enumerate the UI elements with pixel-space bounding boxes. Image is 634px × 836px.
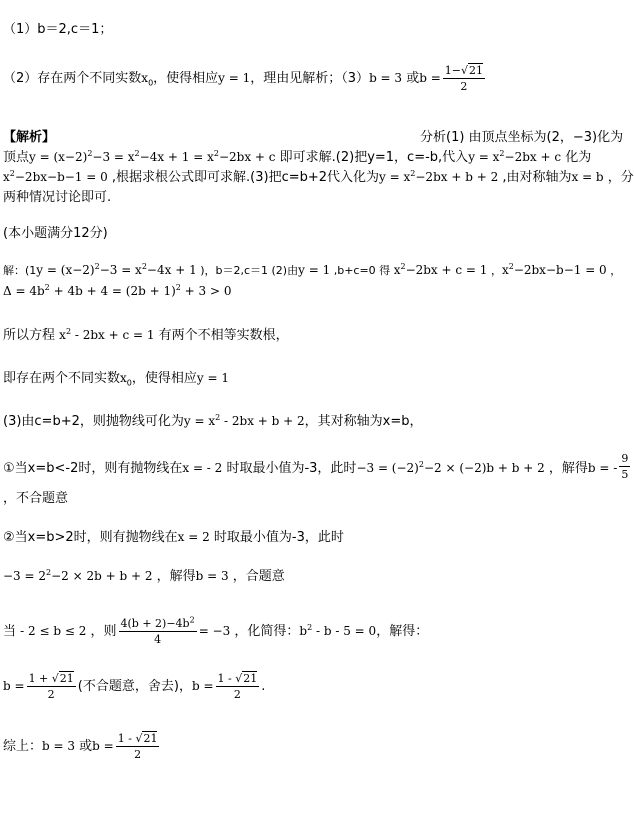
case-1-fraction: $\frac{9}{5}$ [621,452,629,481]
score-note: (本小题满分12分) [3,226,108,241]
answer-1-values: b＝2,c＝1； [37,22,113,37]
solution-discriminant: $\Delta = 4b^2 + 4b + 4 = (2b + 1)^2 + 3 > 0$ [3,283,232,298]
case-1-line-1: ①当x=b<-2时，则有抛物线在x = - 2 时取最小值为-3，此时$-3 = (-2)^2-2 \times (-2)b + b + 2$ ，解得b = - $\frac{9}{5}$ [3,452,629,481]
solution-line-3: 即存在两个不同实数$x_0$，使得相应y = 1 [3,371,230,388]
root-fraction-1: $\frac{1 + √21}{2}$ [28,672,74,701]
summary-line: 综上：b = 3 或b = $\frac{1 - √21}{2}$ [3,732,158,761]
analysis-line-2: 顶点$y = (x-2)^2-3 = x^2-4x + 1 = x^2-2bx + c$ 即可求解.(2)把y=1，c=-b,代入$y = x^2-2bx + c$ 化为 [3,149,592,165]
analysis-line-3: $x^2-2bx-b-1 = 0$ ,根据求根公式即可求解.(3)把c=b+2代入化为$y = x^2-2bx + b + 2$ ,由对称轴为x = b ，分 [3,169,634,185]
solution-line-2: 所以方程 $x^2 - 2bx + c = 1$ 有两个不相等实数根， [3,327,289,343]
analysis-intro: 分析(1) 由顶点坐标为(2，−3)化为 [420,130,624,145]
answer-fraction: $\frac{1-√21}{2}$ [444,64,484,93]
answer-part-1: （1）b＝2,c＝1； [3,22,113,37]
roots-line: b = $\frac{1 + √21}{2}$ (不合题意，舍去)，b = $\frac{1 - √21}{2}$ . [3,672,266,701]
case-2-line-2: $-3 = 2^2-2 \times 2b + b + 2$ ，解得b = 3 ，合题意 [3,568,285,584]
solution-line-4: (3)由c=b+2，则抛物线可化为$y = x^2 - 2bx + b + 2$，其对称轴为x=b， [3,413,423,429]
root-fraction-2: $\frac{1 - √21}{2}$ [217,672,258,701]
summary-fraction: $\frac{1 - √21}{2}$ [117,732,158,761]
analysis-line-4: 两种情况讨论即可. [3,190,112,205]
solution-line-1: 解：($1y = (x-2)^2-3 = x^2-4x + 1$ )，b＝2,c＝1 (2)由y = 1 ,b+c=0 得 $x^2-2bx + c = 1$ ，$x^2-2bx-b-1 = 0$ ， [3,262,622,277]
case-3-fraction: $\frac{4(b + 2)-4b^2}{4}$ [120,615,195,646]
analysis-header: 【解析】 [3,130,56,145]
case-3-line: 当 - 2 ≤ b ≤ 2 ，则 $\frac{4(b + 2)-4b^2}{4}$ = −3 ，化简得：$b^2 - b - 5 = 0$，解得： [3,615,429,646]
case-1-line-2: ，不合题意 [3,491,69,506]
case-2-line-1: ②当x=b>2时，则有抛物线在x = 2 时取最小值为-3，此时 [3,530,344,545]
answer-part-2-3: （2）存在两个不同实数$x_0$，使得相应y = 1，理由见解析；（3）b = 3 或b = $\frac{1-√21}{2}$ [3,64,484,93]
